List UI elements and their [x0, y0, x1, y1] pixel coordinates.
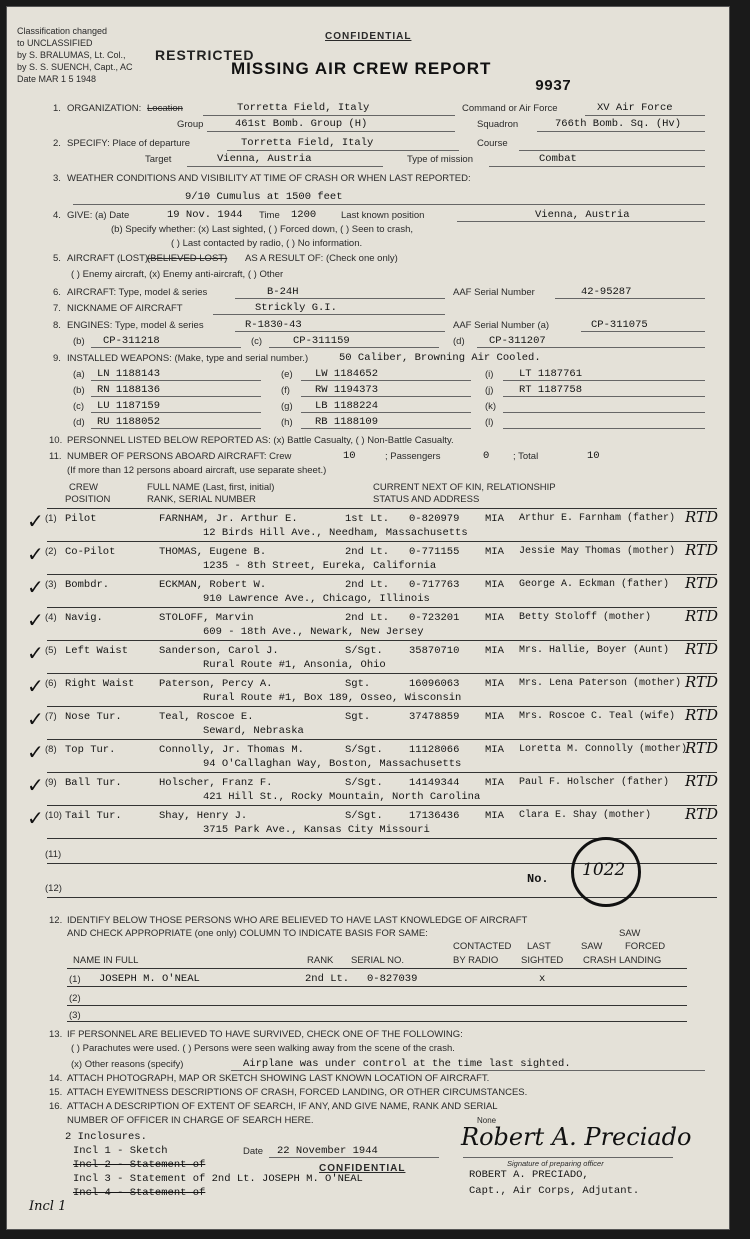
weapon-label: (g) [281, 401, 293, 412]
date-label: GIVE: (a) Date [67, 210, 130, 221]
returned-to-duty-note: RTD [685, 508, 719, 526]
returned-to-duty-note: RTD [685, 607, 719, 625]
crew-name: STOLOFF, Marvin [159, 612, 254, 624]
crew-rank: Sgt. [345, 711, 371, 723]
classification-line-4: by S. S. SUENCH, Capt., AC [17, 62, 133, 72]
column-header: SAW [619, 928, 641, 939]
weapon-serial: RT 1187758 [519, 384, 583, 396]
result-options: ( ) Enemy aircraft, (x) Enemy anti-aircraft, ( ) Other [71, 269, 284, 280]
crew-next-of-kin: Betty Stoloff (mother) [519, 612, 652, 623]
crew-name: Paterson, Percy A. [159, 678, 273, 690]
weapon-label: (k) [485, 401, 497, 412]
returned-to-duty-note: RTD [685, 640, 719, 658]
mission-value: Combat [539, 153, 577, 165]
crew-header: POSITION [65, 494, 111, 505]
weapon-serial: RN 1188136 [97, 384, 161, 396]
crew-status: MIA [485, 513, 504, 525]
engine-serial-c: CP-311159 [293, 335, 350, 347]
crew-row-number: (10) [45, 810, 62, 821]
crew-next-of-kin: George A. Eckman (father) [519, 579, 670, 590]
crew-next-of-kin: Loretta M. Connolly (mother) [519, 744, 688, 755]
last-knowledge-label: IDENTIFY BELOW THOSE PERSONS WHO ARE BELIEVED TO HAVE LAST KNOWLEDGE OF AIRCRAFT [67, 915, 528, 926]
crew-position: Navig. [65, 612, 103, 624]
check-mark-icon: ✓ [27, 707, 44, 731]
inclosures-header: 2 Inclosures. [65, 1131, 147, 1143]
witness-row-number: (1) [69, 974, 81, 985]
circled-number-value: 1022 [582, 860, 626, 880]
crew-serial: 35870710 [409, 645, 460, 657]
crew-rank: Sgt. [345, 678, 371, 690]
check-mark-icon: ✓ [27, 509, 44, 533]
survival-options: ( ) Parachutes were used. ( ) Persons were seen walking away from the scene of the crash. [71, 1043, 455, 1054]
last-sighted-mark: x [539, 973, 546, 985]
crew-serial: 0-717763 [409, 579, 460, 591]
engine-serial-label: AAF Serial Number (a) [453, 320, 550, 331]
organization-label: ORGANIZATION: [67, 103, 142, 114]
returned-to-duty-note: RTD [685, 772, 719, 790]
weapon-serial: RU 1188052 [97, 416, 161, 428]
crew-status: MIA [485, 711, 504, 723]
weapon-label: (b) [73, 385, 85, 396]
crew-row-number: (12) [45, 883, 62, 894]
witness-name: JOSEPH M. O'NEAL [99, 973, 200, 985]
inclosure-item: Incl 3 - Statement of 2nd Lt. JOSEPH M. O'NEAL [73, 1173, 363, 1185]
time-label: Time [259, 210, 280, 221]
crew-row-number: (11) [45, 849, 62, 860]
crew-row-number: (5) [45, 645, 57, 656]
column-header: SIGHTED [521, 955, 564, 966]
crew-rank: S/Sgt. [345, 810, 383, 822]
returned-to-duty-note: RTD [685, 706, 719, 724]
witness-serial: 0-827039 [367, 973, 418, 985]
weapon-label: (l) [485, 417, 494, 428]
returned-to-duty-note: RTD [685, 739, 719, 757]
crew-next-of-kin: Mrs. Roscoe C. Teal (wife) [519, 711, 676, 722]
check-mark-icon: ✓ [27, 608, 44, 632]
other-reasons-value: Airplane was under control at the time last sighted. [243, 1058, 571, 1070]
column-header: SERIAL NO. [351, 955, 404, 966]
aircraft-serial: 42-95287 [581, 286, 632, 298]
organization-location: Torretta Field, Italy [237, 102, 370, 114]
crew-status: MIA [485, 744, 504, 756]
engine-b-label: (b) [73, 336, 85, 347]
confidential-footer: CONFIDENTIAL [319, 1163, 406, 1174]
persons-aboard-label: NUMBER OF PERSONS ABOARD AIRCRAFT: Crew [67, 451, 292, 462]
aircraft-type: B-24H [267, 286, 299, 298]
circled-number [571, 837, 641, 907]
crew-address: 609 - 18th Ave., Newark, New Jersey [203, 626, 424, 638]
crew-rank: 2nd Lt. [345, 612, 390, 624]
report-title: MISSING AIR CREW REPORT [231, 59, 492, 78]
report-date: 22 November 1944 [277, 1145, 378, 1157]
search-description-label-2: NUMBER OF OFFICER IN CHARGE OF SEARCH HERE. [67, 1115, 314, 1126]
weapon-label: (a) [73, 369, 85, 380]
crew-next-of-kin: Mrs. Lena Paterson (mother) [519, 678, 682, 689]
crew-row-number: (8) [45, 744, 57, 755]
departure-label: SPECIFY: Place of departure [67, 138, 191, 149]
inclosure-item: Incl 1 - Sketch [73, 1145, 168, 1157]
engine-serial-a: CP-311075 [591, 319, 648, 331]
section-number: 5. [53, 253, 61, 264]
section-number: 7. [53, 303, 61, 314]
crew-next-of-kin: Arthur E. Farnham (father) [519, 513, 676, 524]
crew-name: Holscher, Franz F. [159, 777, 273, 789]
engine-serial-d: CP-311207 [489, 335, 546, 347]
inclosure-item-struck: Incl 2 - Statement of [73, 1159, 206, 1171]
officer-signature: Robert A. Preciado [461, 1123, 692, 1151]
attach-eyewitness-label: ATTACH EYEWITNESS DESCRIPTIONS OF CRASH, FORCED LANDING, OR OTHER CIRCUMSTANCES. [67, 1087, 528, 1098]
weapon-label: (i) [485, 369, 494, 380]
weapons-description: 50 Caliber, Browning Air Cooled. [339, 352, 541, 364]
group-label: Group [177, 119, 204, 130]
section-number: 14. [49, 1073, 63, 1084]
course-label: Course [477, 138, 508, 149]
column-header: BY RADIO [453, 955, 499, 966]
weapon-label: (d) [73, 417, 85, 428]
crew-row-number: (9) [45, 777, 57, 788]
last-knowledge-label-2: AND CHECK APPROPRIATE (one only) COLUMN TO INDICATE BASIS FOR SAME: [67, 928, 428, 939]
section-number: 11. [49, 451, 62, 462]
crew-status: MIA [485, 612, 504, 624]
crew-header: CURRENT NEXT OF KIN, RELATIONSHIP [373, 482, 556, 493]
location-label: Location [147, 103, 183, 114]
crew-serial: 14149344 [409, 777, 460, 789]
other-reasons-label: (x) Other reasons (specify) [71, 1059, 184, 1070]
search-none: None [477, 1116, 497, 1125]
crew-header: RANK, SERIAL NUMBER [147, 494, 256, 505]
command-value: XV Air Force [597, 102, 673, 114]
crew-row-number: (3) [45, 579, 57, 590]
section-number: 2. [53, 138, 61, 149]
crew-address: Rural Route #1, Ansonia, Ohio [203, 659, 386, 671]
crew-header: STATUS AND ADDRESS [373, 494, 480, 505]
report-date-label: Date [243, 1146, 264, 1157]
weapons-label: INSTALLED WEAPONS: (Make, type and serial number.) [67, 353, 309, 364]
crew-status: MIA [485, 810, 504, 822]
check-mark-icon: ✓ [27, 542, 44, 566]
officer-name: ROBERT A. PRECIADO, [469, 1169, 589, 1181]
persons-note: (If more than 12 persons aboard aircraft, use separate sheet.) [67, 465, 327, 476]
check-mark-icon: ✓ [27, 773, 44, 797]
weapon-label: (e) [281, 369, 293, 380]
returned-to-duty-note: RTD [685, 673, 719, 691]
result-of-label: AS A RESULT OF: (Check one only) [245, 253, 398, 264]
engine-serial-b: CP-311218 [103, 335, 160, 347]
weapon-label: (j) [485, 385, 494, 396]
crew-position: Nose Tur. [65, 711, 122, 723]
signature-label: Signature of preparing officer [507, 1159, 604, 1168]
check-mark-icon: ✓ [27, 641, 44, 665]
crew-position: Ball Tur. [65, 777, 122, 789]
column-header: NAME IN FULL [73, 955, 139, 966]
crew-row-number: (7) [45, 711, 57, 722]
weapon-label: (f) [281, 385, 290, 396]
witness-rank: 2nd Lt. [305, 973, 350, 985]
aircraft-type-label: AIRCRAFT: Type, model & series [67, 287, 208, 298]
engine-d-label: (d) [453, 336, 465, 347]
crew-position: Bombdr. [65, 579, 110, 591]
survival-label: IF PERSONNEL ARE BELIEVED TO HAVE SURVIVED, CHECK ONE OF THE FOLLOWING: [67, 1029, 463, 1040]
section-number: 3. [53, 173, 61, 184]
crew-next-of-kin: Paul F. Holscher (father) [519, 777, 670, 788]
returned-to-duty-note: RTD [685, 541, 719, 559]
crew-row-number: (6) [45, 678, 57, 689]
classification-line-1: Classification changed [17, 26, 108, 36]
engine-type: R-1830-43 [245, 319, 302, 331]
circled-number-prefix: No. [527, 872, 549, 886]
crew-rank: 1st Lt. [345, 513, 390, 525]
crew-position: Tail Tur. [65, 810, 122, 822]
aircraft-nickname: Strickly G.I. [255, 302, 337, 314]
weather-label: WEATHER CONDITIONS AND VISIBILITY AT TIME OF CRASH OR WHEN LAST REPORTED: [67, 173, 471, 184]
squadron-label: Squadron [477, 119, 519, 130]
check-mark-icon: ✓ [27, 740, 44, 764]
total-count: 10 [587, 450, 600, 462]
crew-name: FARNHAM, Jr. Arthur E. [159, 513, 298, 525]
crew-address: 421 Hill St., Rocky Mountain, North Carolina [203, 791, 481, 803]
section-number: 6. [53, 287, 61, 298]
column-header: RANK [307, 955, 334, 966]
crew-status: MIA [485, 777, 504, 789]
macr-number: 9937 [535, 78, 572, 95]
classification-line-3: by S. BRALUMAS, Lt. Col., [17, 50, 126, 60]
confidential-header: CONFIDENTIAL [325, 31, 412, 42]
engine-c-label: (c) [251, 336, 263, 347]
circumstance-options-b: (b) Specify whether: (x) Last sighted, ( ) Forced down, ( ) Seen to crash, [111, 224, 414, 235]
column-header: CONTACTED [453, 941, 512, 952]
crew-serial: 0-820979 [409, 513, 460, 525]
crew-status: MIA [485, 579, 504, 591]
column-header: LAST [527, 941, 551, 952]
weapon-serial: RW 1194373 [315, 384, 379, 396]
section-number: 16. [49, 1101, 63, 1112]
crew-address: 94 O'Callaghan Way, Boston, Massachusetts [203, 758, 462, 770]
crew-position: Top Tur. [65, 744, 116, 756]
crew-serial: 0-723201 [409, 612, 460, 624]
section-number: 1. [53, 103, 61, 114]
check-mark-icon: ✓ [27, 806, 44, 830]
aircraft-serial-label: AAF Serial Number [453, 287, 535, 298]
crew-position: Co-Pilot [65, 546, 116, 558]
crew-count: 10 [343, 450, 356, 462]
column-header: LANDING [619, 955, 662, 966]
crew-address: Rural Route #1, Box 189, Osseo, Wisconsin [203, 692, 462, 704]
crew-next-of-kin: Mrs. Hallie, Boyer (Aunt) [519, 645, 670, 656]
crew-next-of-kin: Clara E. Shay (mother) [519, 810, 652, 821]
inclosure-item-struck: Incl 4 - Statement of [73, 1187, 206, 1199]
crew-name: ECKMAN, Robert W. [159, 579, 267, 591]
crew-rank: S/Sgt. [345, 777, 383, 789]
weapon-serial: LW 1184652 [315, 368, 379, 380]
column-header: SAW [581, 941, 603, 952]
crew-position: Left Waist [65, 645, 129, 657]
last-known-position: Vienna, Austria [535, 209, 630, 221]
crew-rank: S/Sgt. [345, 645, 383, 657]
crew-address: Seward, Nebraska [203, 725, 304, 737]
crew-status: MIA [485, 546, 504, 558]
command-label: Command or Air Force [462, 103, 558, 114]
crew-position: Right Waist [65, 678, 135, 690]
margin-handwriting: Incl 1 [29, 1199, 67, 1214]
last-known-position-label: Last known position [341, 210, 425, 221]
weapon-serial: LT 1187761 [519, 368, 583, 380]
target-value: Vienna, Austria [217, 153, 312, 165]
check-mark-icon: ✓ [27, 575, 44, 599]
group-value: 461st Bomb. Group (H) [235, 118, 368, 130]
column-header: CRASH [583, 955, 617, 966]
section-number: 15. [49, 1087, 63, 1098]
attach-photo-label: ATTACH PHOTOGRAPH, MAP OR SKETCH SHOWING LAST KNOWN LOCATION OF AIRCRAFT. [67, 1073, 490, 1084]
loss-date: 19 Nov. 1944 [167, 209, 243, 221]
classification-line-5: Date MAR 1 5 1948 [17, 74, 97, 84]
crew-address: 910 Lawrence Ave., Chicago, Illinois [203, 593, 430, 605]
crew-name: THOMAS, Eugene B. [159, 546, 267, 558]
crew-status: MIA [485, 645, 504, 657]
crew-address: 3715 Park Ave., Kansas City Missouri [203, 824, 430, 836]
crew-name: Sanderson, Carol J. [159, 645, 279, 657]
section-number: 8. [53, 320, 61, 331]
believed-lost-struck: (BELIEVED LOST) [147, 253, 228, 264]
section-number: 12. [49, 915, 63, 926]
crew-serial: 16096063 [409, 678, 460, 690]
crew-name: Connolly, Jr. Thomas M. [159, 744, 304, 756]
squadron-value: 766th Bomb. Sq. (Hv) [555, 118, 682, 130]
nickname-label: NICKNAME OF AIRCRAFT [67, 303, 183, 314]
search-description-label: ATTACH A DESCRIPTION OF EXTENT OF SEARCH, IF ANY, AND GIVE NAME, RANK AND SERIAL [67, 1101, 498, 1112]
crew-next-of-kin: Jessie May Thomas (mother) [519, 546, 676, 557]
crew-serial: 17136436 [409, 810, 460, 822]
crew-address: 1235 - 8th Street, Eureka, California [203, 560, 437, 572]
loss-time: 1200 [291, 209, 317, 221]
returned-to-duty-note: RTD [685, 805, 719, 823]
weapon-serial: RB 1188109 [315, 416, 379, 428]
crew-serial: 37478859 [409, 711, 460, 723]
target-label: Target [145, 154, 172, 165]
classification-line-2: to UNCLASSIFIED [17, 38, 93, 48]
weapon-serial: LU 1187159 [97, 400, 161, 412]
crew-row-number: (1) [45, 513, 57, 524]
crew-rank: S/Sgt. [345, 744, 383, 756]
total-label: ; Total [513, 451, 539, 462]
witness-row-number: (3) [69, 1010, 81, 1021]
crew-row-number: (2) [45, 546, 57, 557]
aircraft-lost-label: AIRCRAFT (LOST) [67, 253, 149, 264]
personnel-status-label: PERSONNEL LISTED BELOW REPORTED AS: (x) Battle Casualty, ( ) Non-Battle Casualty. [67, 435, 454, 446]
section-number: 10. [49, 435, 63, 446]
crew-serial: 11128066 [409, 744, 460, 756]
section-number: 13. [49, 1029, 63, 1040]
crew-header: FULL NAME (Last, first, initial) [147, 482, 275, 493]
engines-label: ENGINES: Type, model & series [67, 320, 204, 331]
crew-rank: 2nd Lt. [345, 579, 390, 591]
weapon-serial: LN 1188143 [97, 368, 161, 380]
report-sheet [6, 6, 730, 1230]
passenger-count: 0 [483, 450, 490, 462]
crew-name: Shay, Henry J. [159, 810, 248, 822]
weapon-label: (c) [73, 401, 85, 412]
circumstance-options-c: ( ) Last contacted by radio, ( ) No information. [171, 238, 363, 249]
weapon-serial: LB 1188224 [315, 400, 379, 412]
departure-value: Torretta Field, Italy [241, 137, 374, 149]
crew-rank: 2nd Lt. [345, 546, 390, 558]
mission-label: Type of mission [407, 154, 473, 165]
section-number: 4. [53, 210, 61, 221]
section-number: 9. [53, 353, 61, 364]
crew-header: CREW [69, 482, 99, 493]
crew-serial: 0-771155 [409, 546, 460, 558]
weapon-label: (h) [281, 417, 293, 428]
officer-title: Capt., Air Corps, Adjutant. [469, 1185, 640, 1197]
crew-row-number: (4) [45, 612, 57, 623]
weather-value: 9/10 Cumulus at 1500 feet [185, 191, 343, 203]
crew-address: 12 Birds Hill Ave., Needham, Massachusetts [203, 527, 468, 539]
returned-to-duty-note: RTD [685, 574, 719, 592]
column-header: FORCED [625, 941, 666, 952]
crew-position: Pilot [65, 513, 97, 525]
witness-row-number: (2) [69, 993, 81, 1004]
passengers-label: ; Passengers [385, 451, 441, 462]
crew-status: MIA [485, 678, 504, 690]
check-mark-icon: ✓ [27, 674, 44, 698]
crew-name: Teal, Roscoe E. [159, 711, 254, 723]
restricted-stamp: RESTRICTED [155, 47, 255, 63]
